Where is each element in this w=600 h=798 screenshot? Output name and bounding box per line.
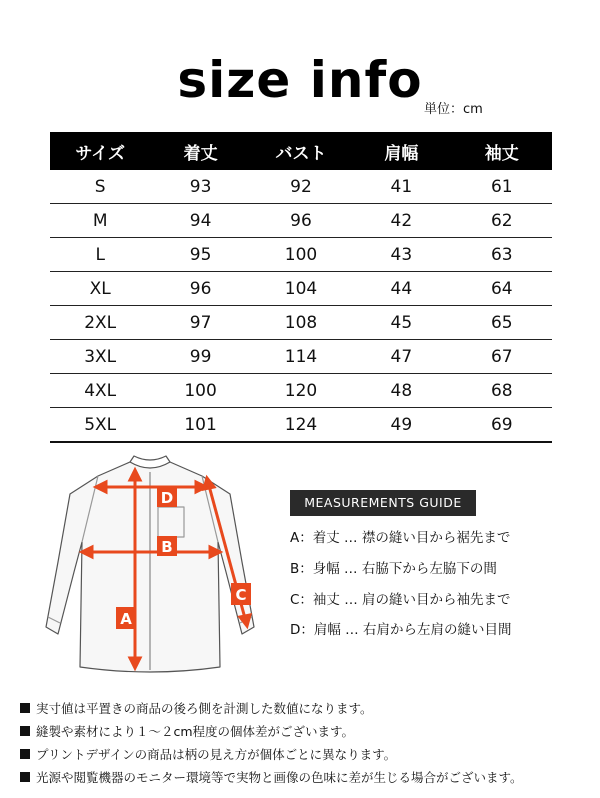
notes-list: [20, 696, 600, 788]
square-bullet-icon: [20, 703, 30, 713]
table-cell: 43: [351, 238, 451, 272]
square-bullet-icon: [20, 749, 30, 759]
table-cell: 44: [351, 272, 451, 306]
table-cell: 120: [251, 374, 351, 408]
table-cell: 101: [150, 408, 250, 443]
table-cell: M: [50, 204, 150, 238]
table-cell: 92: [251, 170, 351, 204]
list-item: [20, 696, 600, 719]
table-row: [50, 306, 552, 340]
header-bust: バスト: [251, 132, 351, 170]
table-cell: 99: [150, 340, 250, 374]
table-cell: 96: [150, 272, 250, 306]
table-cell: 2XL: [50, 306, 150, 340]
square-bullet-icon: [20, 726, 30, 736]
table-cell: 61: [452, 170, 552, 204]
list-item: [20, 719, 600, 742]
table-cell: 108: [251, 306, 351, 340]
header-shoulder: 肩幅: [351, 132, 451, 170]
shirt-outline-icon: [30, 452, 280, 682]
table-cell: 49: [351, 408, 451, 443]
table-row: [50, 238, 552, 272]
table-cell: 5XL: [50, 408, 150, 443]
guide-item-width: B：身幅 … 右脇下から左脇下の間: [290, 561, 497, 577]
table-cell: 93: [150, 170, 250, 204]
table-cell: 97: [150, 306, 250, 340]
table-cell: 100: [251, 238, 351, 272]
size-table-header-row: [50, 132, 552, 170]
table-row: [50, 340, 552, 374]
shirt-diagram: [30, 452, 280, 682]
table-cell: L: [50, 238, 150, 272]
table-cell: 62: [452, 204, 552, 238]
table-cell: 41: [351, 170, 451, 204]
table-row: [50, 204, 552, 238]
table-cell: 96: [251, 204, 351, 238]
table-cell: 4XL: [50, 374, 150, 408]
header-sleeve: 袖丈: [452, 132, 552, 170]
table-cell: 67: [452, 340, 552, 374]
table-cell: 104: [251, 272, 351, 306]
table-cell: 100: [150, 374, 250, 408]
table-cell: 64: [452, 272, 552, 306]
table-cell: S: [50, 170, 150, 204]
table-cell: 124: [251, 408, 351, 443]
list-item: [20, 742, 600, 765]
table-cell: 48: [351, 374, 451, 408]
table-cell: 114: [251, 340, 351, 374]
table-cell: 47: [351, 340, 451, 374]
note-text: 光源や閲覧機器のモニター環境等で実物と画像の色味に差が生じる場合がございます。: [36, 769, 523, 785]
note-text: プリントデザインの商品は柄の見え方が個体ごとに異なります。: [36, 746, 397, 762]
label-b: B: [161, 538, 173, 556]
table-cell: 63: [452, 238, 552, 272]
guide-item-shoulder: D：肩幅 … 右肩から左肩の縫い目間: [290, 622, 512, 638]
label-d: D: [160, 489, 174, 507]
table-cell: 3XL: [50, 340, 150, 374]
table-row: [50, 408, 552, 443]
list-item: [20, 765, 600, 788]
table-row: [50, 272, 552, 306]
page-title: size info: [177, 51, 423, 109]
table-cell: 69: [452, 408, 552, 443]
table-row: [50, 170, 552, 204]
note-text: 実寸値は平置きの商品の後ろ側を計測した数値になります。: [36, 700, 373, 716]
label-a: A: [120, 610, 132, 628]
unit-label: 単位：cm: [424, 102, 483, 117]
measurements-guide-heading: MEASUREMENTS GUIDE: [290, 490, 476, 516]
size-table: [50, 132, 552, 443]
header-size: サイズ: [50, 132, 150, 170]
table-cell: 95: [150, 238, 250, 272]
label-c: C: [235, 586, 247, 604]
table-cell: 65: [452, 306, 552, 340]
guide-item-length: A：着丈 … 襟の縫い目から裾先まで: [290, 530, 511, 546]
table-cell: XL: [50, 272, 150, 306]
table-cell: 42: [351, 204, 451, 238]
table-cell: 94: [150, 204, 250, 238]
table-row: [50, 374, 552, 408]
table-cell: 68: [452, 374, 552, 408]
header-length: 着丈: [150, 132, 250, 170]
table-cell: 45: [351, 306, 451, 340]
square-bullet-icon: [20, 772, 30, 782]
guide-item-sleeve: C：袖丈 … 肩の縫い目から袖先まで: [290, 592, 511, 608]
note-text: 縫製や素材により１～２cm程度の個体差がございます。: [36, 723, 355, 739]
